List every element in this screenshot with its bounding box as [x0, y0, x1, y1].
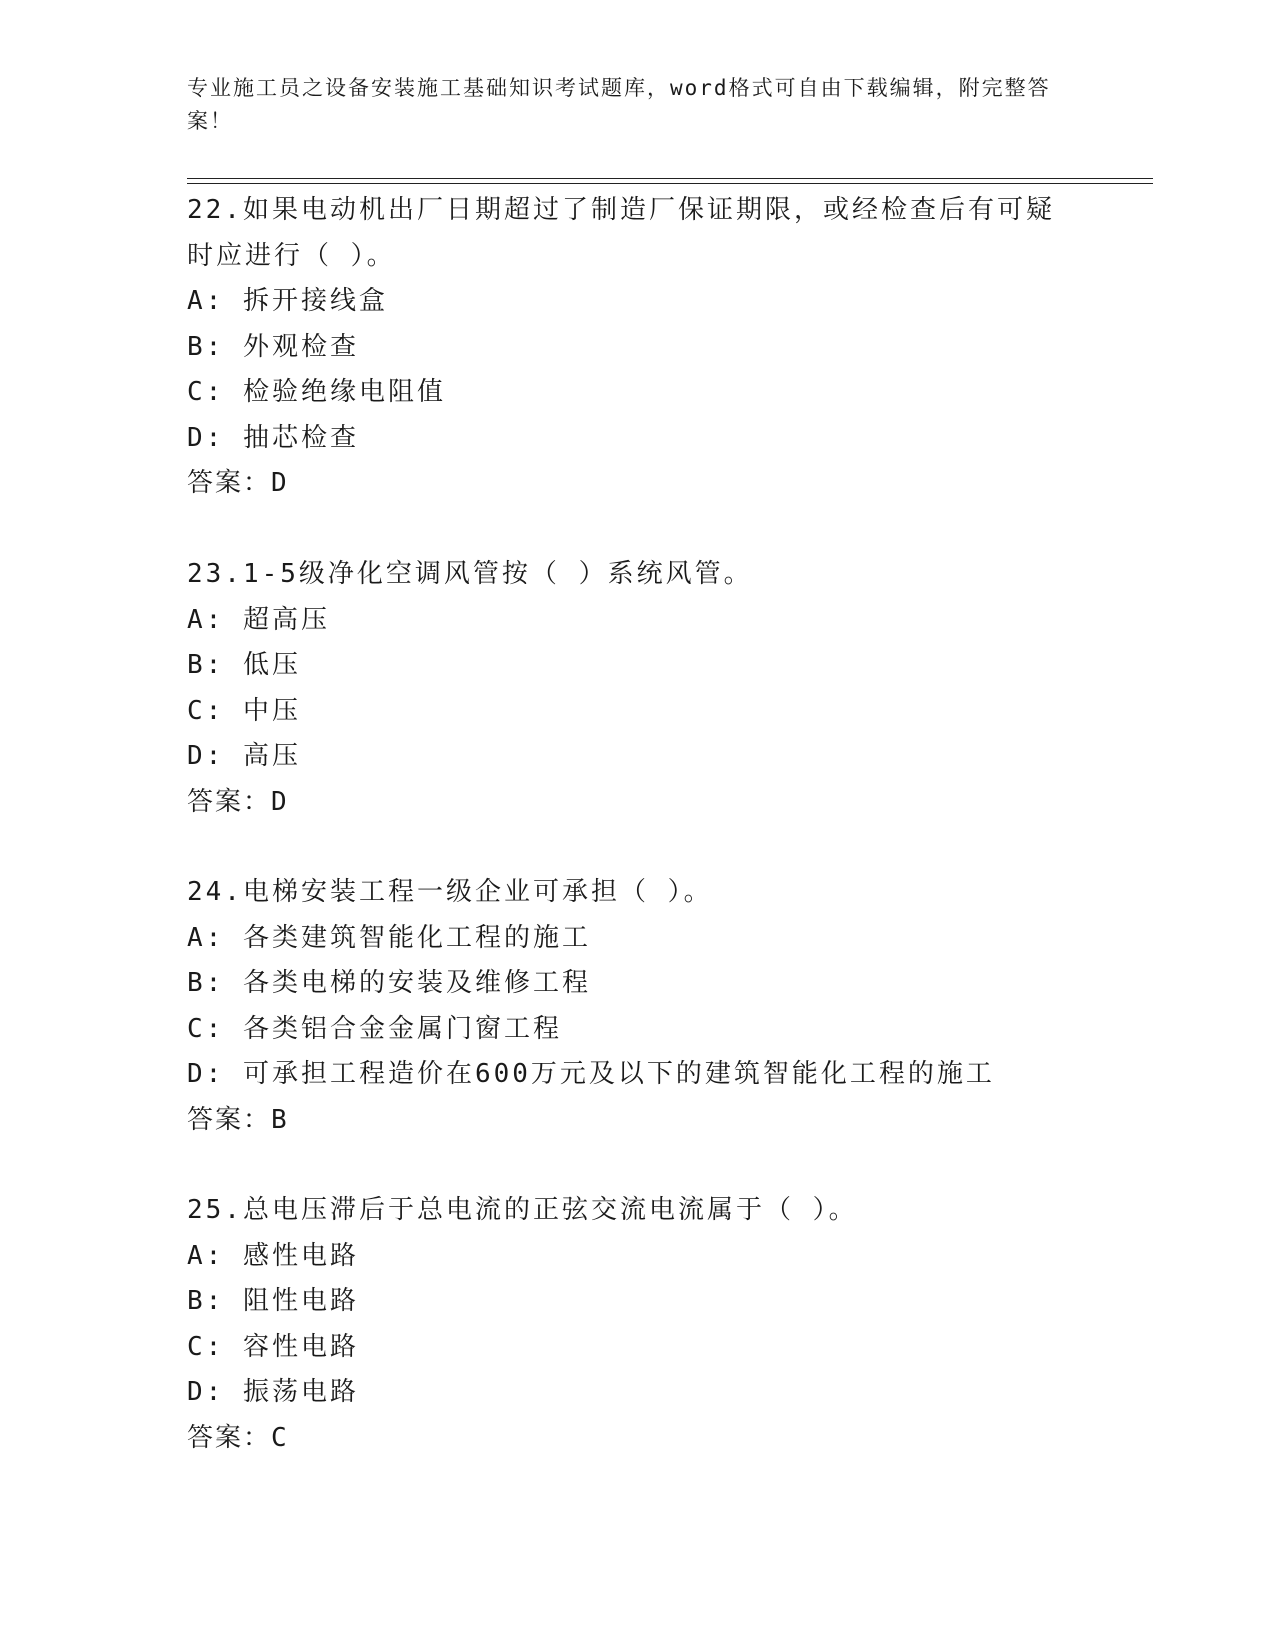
answer-value: C	[271, 1422, 289, 1453]
question-25	[187, 1188, 1087, 1461]
question-22	[187, 188, 1087, 507]
answer-label: 答案：	[187, 1422, 272, 1453]
answer-line	[187, 780, 1087, 826]
option-b: B: 外观检查	[187, 331, 359, 362]
header-divider-top	[187, 178, 1153, 179]
question-stem: 22.如果电动机出厂日期超过了制造厂保证期限，或经检查后有可疑时应进行（ ）。	[187, 195, 1055, 271]
option-a: A: 感性电路	[187, 1240, 359, 1271]
option-a: A: 各类建筑智能化工程的施工	[187, 922, 591, 953]
option-b: B: 低压	[187, 650, 301, 680]
option-c: C: 各类铝合金金属门窗工程	[187, 1013, 562, 1044]
option-c: C: 检验绝缘电阻值	[187, 377, 446, 407]
answer-line	[187, 1098, 1087, 1144]
answer-line	[187, 461, 1087, 507]
option-a: A: 拆开接线盒	[187, 286, 388, 316]
option-d: D: 抽芯检查	[187, 422, 359, 453]
option-c: C: 容性电路	[187, 1331, 359, 1362]
document-header: 专业施工员之设备安装施工基础知识考试题库，word格式可自由下载编辑，附完整答案！	[187, 76, 1051, 133]
option-d: D: 振荡电路	[187, 1377, 359, 1407]
option-d: D: 高压	[187, 741, 301, 771]
answer-label: 答案：	[187, 786, 272, 817]
header-divider-bottom	[187, 183, 1153, 184]
answer-value: D	[271, 786, 289, 817]
answer-label: 答案：	[187, 468, 272, 498]
answer-value: D	[271, 468, 289, 498]
answer-label: 答案：	[187, 1104, 272, 1135]
question-23	[187, 552, 1087, 825]
option-d: D: 可承担工程造价在600万元及以下的建筑智能化工程的施工	[187, 1059, 995, 1089]
answer-line	[187, 1416, 1087, 1462]
option-b: B: 各类电梯的安装及维修工程	[187, 968, 591, 998]
question-stem: 24.电梯安装工程一级企业可承担（ ）。	[187, 877, 713, 907]
option-c: C: 中压	[187, 695, 301, 726]
option-b: B: 阻性电路	[187, 1286, 359, 1316]
answer-value: B	[271, 1104, 289, 1135]
question-stem: 23.1-5级净化空调风管按（ ）系统风管。	[187, 559, 753, 589]
question-stem: 25.总电压滞后于总电流的正弦交流电流属于（ ）。	[187, 1195, 858, 1225]
question-24	[187, 870, 1087, 1143]
option-a: A: 超高压	[187, 604, 330, 635]
